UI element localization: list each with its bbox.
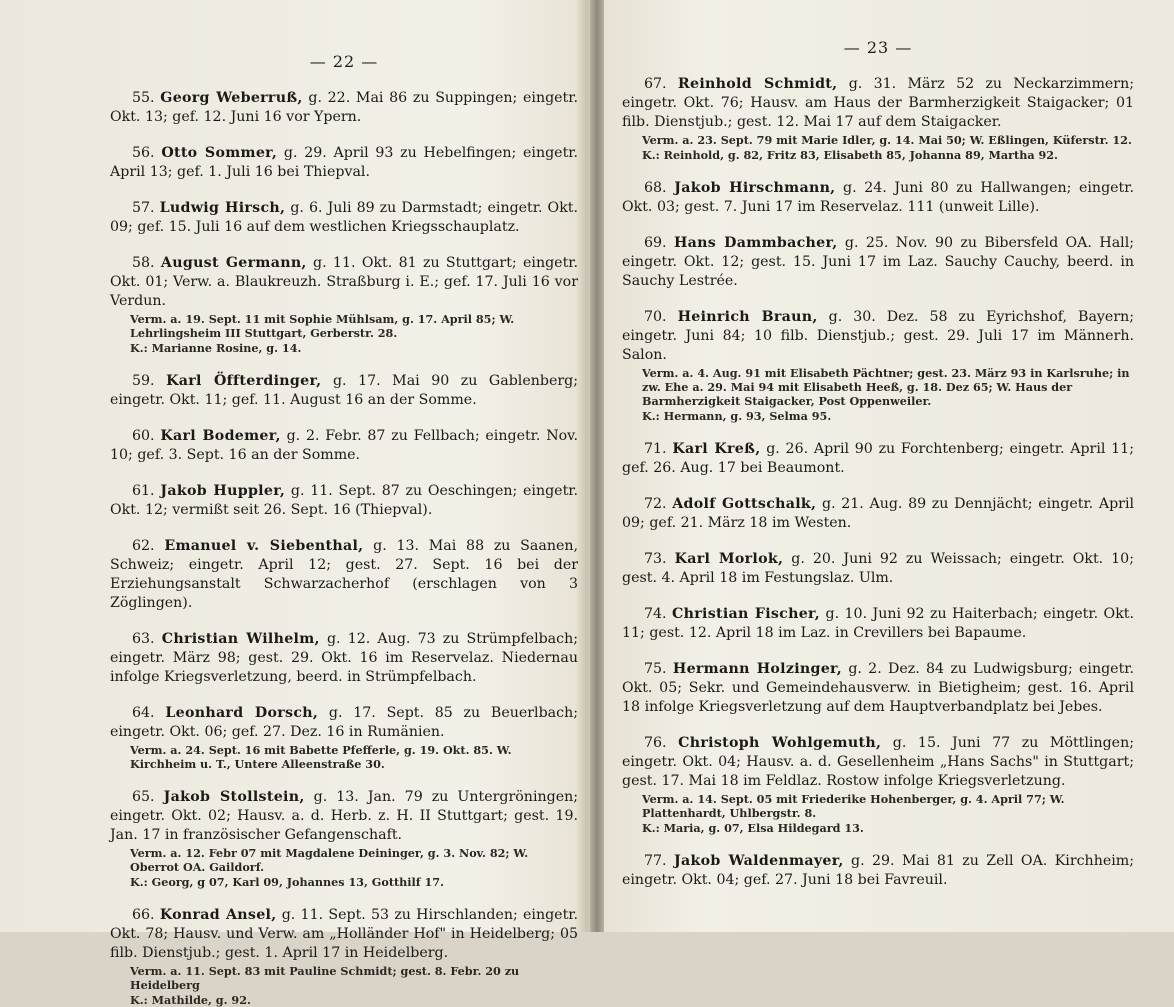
entry-text (110, 482, 578, 520)
entry-detail: Verm. a. 11. Sept. 83 mit Pauline Schmidt; gest. 8. Febr. 20 zu Heidelberg (130, 964, 520, 992)
entry-number: 68. (644, 180, 667, 196)
entry-text (110, 630, 578, 687)
entry-name: Jakob Stollstein, (163, 789, 305, 805)
entry-number: 75. (644, 661, 667, 677)
list-item (622, 495, 1134, 533)
entry-text (110, 144, 578, 182)
entry-name: Jakob Hirschmann, (674, 180, 836, 196)
entry-detail: K.: Mathilde, g. 92. (130, 993, 251, 1007)
entry-name: Leonhard Dorsch, (165, 705, 319, 721)
entry-text (110, 788, 578, 845)
entry-number: 60. (132, 428, 155, 444)
entry-number: 73. (644, 551, 667, 567)
entry-text (622, 495, 1134, 533)
entry-name: Jakob Huppler, (160, 483, 286, 499)
entry-text (622, 308, 1134, 365)
entry-name: Emanuel v. Siebenthal, (164, 538, 364, 554)
entry-name: Reinhold Schmidt, (677, 76, 838, 92)
entry-body: g. 15. Juni 77 zu Möttlingen; eingetr. Okt. 04; Hausv. a. d. Gesellenheim „Hans Sachs" in Stuttgart; gest. 17. Mai 18 im Feldlaz. Rostow infolge Kriegsverletzung. (622, 735, 1134, 789)
list-item (622, 852, 1134, 890)
entry-name: Karl Bodemer, (160, 428, 281, 444)
entry-text (110, 372, 578, 410)
list-item (110, 482, 578, 520)
entry-detail: K.: Reinhold, g. 82, Fritz 83, Elisabeth 85, Johanna 89, Martha 92. (642, 148, 1058, 162)
entry-list (110, 89, 578, 1007)
list-item (110, 906, 578, 1007)
list-item (110, 788, 578, 889)
entry-text (110, 704, 578, 742)
entry-name: Karl Öffterdinger, (166, 373, 322, 389)
entry-body: g. 12. Aug. 73 zu Strümpfelbach; eingetr. März 98; gest. 29. Okt. 16 im Reservelaz. Niedernau infolge Kriegsverletzung, beerd. in Strümpfelbach. (110, 631, 579, 685)
entry-number: 56. (132, 145, 155, 161)
list-item (622, 440, 1134, 478)
entry-name: Jakob Waldenmayer, (673, 853, 844, 869)
entry-body: g. 25. Nov. 90 zu Bibersfeld OA. Hall; eingetr. Okt. 12; gest. 15. Juni 17 im Laz. Sauchy Cauchy, beerd. in Sauchy Lestrée. (622, 235, 1135, 289)
list-item (110, 372, 578, 410)
entry-body: g. 13. Mai 88 zu Saanen, Schweiz; eingetr. April 12; gest. 27. Sept. 16 bei der Erziehungsanstalt Schwarzacherhof (erschlagen von 3 Zöglingen). (110, 538, 579, 611)
list-item (110, 254, 578, 355)
entry-name: Karl Kreß, (672, 441, 761, 457)
entry-number: 77. (644, 853, 667, 869)
list-item (622, 734, 1134, 835)
entry-number: 65. (132, 789, 155, 805)
list-item (110, 704, 578, 771)
entry-body: g. 10. Juni 92 zu Haiterbach; eingetr. Okt. 11; gest. 12. April 18 im Laz. in Crevillers bei Bapaume. (622, 606, 1134, 641)
entry-name: Christian Fischer, (672, 606, 821, 622)
list-item (110, 630, 578, 687)
entry-number: 63. (132, 631, 155, 647)
entry-body: g. 6. Juli 89 zu Darmstadt; eingetr. Okt. 09; gef. 15. Juli 16 auf dem westlichen Kriegsschauplatz. (110, 200, 578, 235)
entry-text (622, 605, 1134, 643)
right-page (602, 0, 1174, 932)
entry-name: Hans Dammbacher, (673, 235, 838, 251)
entry-body: g. 30. Dez. 58 zu Eyrichshof, Bayern; eingetr. Juni 84; 10 filb. Dienstjub.; gest. 29. Juli 17 im Männerh. Salon. (622, 309, 1135, 363)
entry-number: 74. (644, 606, 667, 622)
list-item (110, 89, 578, 127)
entry-text (622, 550, 1134, 588)
entry-body: g. 29. April 93 zu Hebelfingen; eingetr. April 13; gef. 1. Juli 16 bei Thiepval. (110, 145, 579, 180)
entry-body: g. 11. Okt. 81 zu Stuttgart; eingetr. Okt. 01; Verw. a. Blaukreuzh. Straßburg i. E.; gef. 17. Juli 16 vor Verdun. (110, 255, 578, 309)
page-number: — 22 — (309, 52, 379, 71)
entry-name: Adolf Gottschalk, (672, 496, 817, 512)
entry-detail: Verm. a. 23. Sept. 79 mit Marie Idler, g. 14. Mai 50; W. Eßlingen, Küferstr. 12. (642, 133, 1132, 147)
entry-name: August Germann, (160, 255, 307, 271)
list-item (622, 660, 1134, 717)
entry-name: Heinrich Braun, (677, 309, 818, 325)
entry-text (110, 199, 578, 237)
entry-name: Hermann Holzinger, (672, 661, 843, 677)
entry-body: g. 11. Sept. 53 zu Hirschlanden; eingetr. Okt. 78; Hausv. und Verw. am „Holländer Hof" in Heidelberg; 05 filb. Dienstjub.; gest. 1. April 17 in Heidelberg. (110, 907, 578, 961)
entry-number: 71. (644, 441, 667, 457)
entry-number: 55. (132, 90, 155, 106)
entry-text (110, 537, 578, 613)
entry-text (622, 660, 1134, 717)
page-number: — 23 — (843, 38, 913, 57)
entry-detail: K.: Georg, g 07, Karl 09, Johannes 13, Gotthilf 17. (130, 875, 444, 889)
entry-detail: Verm. a. 24. Sept. 16 mit Babette Pfefferle, g. 19. Okt. 85. W. Kirchheim u. T., Untere Alleenstraße 30. (130, 743, 512, 771)
entry-body: g. 26. April 90 zu Forchtenberg; eingetr. April 11; gef. 26. Aug. 17 bei Beaumont. (622, 441, 1134, 476)
entry-body: g. 24. Juni 80 zu Hallwangen; eingetr. Okt. 03; gest. 7. Juni 17 im Reservelaz. 111 (unweit Lille). (622, 180, 1134, 215)
entry-name: Christian Wilhelm, (161, 631, 320, 647)
entry-detail: K.: Marianne Rosine, g. 14. (130, 341, 302, 355)
entry-detail: K.: Maria, g. 07, Elsa Hildegard 13. (642, 821, 864, 835)
entry-number: 58. (132, 255, 155, 271)
entry-name: Konrad Ansel, (159, 907, 277, 923)
entry-body: g. 17. Sept. 85 zu Beuerlbach; eingetr. Okt. 06; gef. 27. Dez. 16 in Rumänien. (110, 705, 579, 740)
entry-number: 70. (644, 309, 667, 325)
entry-body: g. 17. Mai 90 zu Gablenberg; eingetr. Okt. 11; gef. 11. August 16 an der Somme. (110, 373, 578, 408)
entry-text (110, 427, 578, 465)
entry-text (110, 89, 578, 127)
entry-number: 59. (132, 373, 155, 389)
entry-name: Ludwig Hirsch, (159, 200, 286, 216)
entry-detail: Verm. a. 12. Febr 07 mit Magdalene Deininger, g. 3. Nov. 82; W. Oberrot OA. Gaildorf. (130, 846, 529, 874)
list-item (622, 75, 1134, 162)
entry-body: g. 22. Mai 86 zu Suppingen; eingetr. Okt. 13; gef. 12. Juni 16 vor Ypern. (110, 90, 578, 125)
entry-number: 66. (132, 907, 155, 923)
list-item (110, 427, 578, 465)
entry-text (622, 440, 1134, 478)
entry-body: g. 2. Febr. 87 zu Fellbach; eingetr. Nov. 10; gef. 3. Sept. 16 an der Somme. (110, 428, 578, 463)
list-item (110, 537, 578, 613)
entry-body: g. 2. Dez. 84 zu Ludwigsburg; eingetr. Okt. 05; Sekr. und Gemeindehausverw. in Bietigheim; gest. 16. April 18 infolge Kriegsverletzung auf dem Hauptverbandplatz bei Jebes. (622, 661, 1135, 715)
entry-body: g. 31. März 52 zu Neckarzimmern; eingetr. Okt. 76; Hausv. am Haus der Barmherzigkeit Staigacker; 01 filb. Dienstjub.; gest. 12. Mai 17 auf dem Staigacker. (622, 76, 1134, 130)
entry-number: 67. (644, 76, 667, 92)
entry-text (110, 906, 578, 963)
entry-text (622, 179, 1134, 217)
entry-detail: Verm. a. 4. Aug. 91 mit Elisabeth Pächtner; gest. 23. März 93 in Karlsruhe; in zw. Ehe a. 29. Mai 94 mit Elisabeth Heeß, g. 18. Dez 65; W. Haus der Barmherzigkeit Staigacker, Post Oppenweiler. (642, 366, 1130, 408)
entry-number: 64. (132, 705, 155, 721)
entry-text (110, 254, 578, 311)
entry-text (622, 75, 1134, 132)
entry-detail: Verm. a. 19. Sept. 11 mit Sophie Mühlsam, g. 17. April 85; W. Lehrlingsheim III Stuttgart, Gerberstr. 28. (130, 312, 515, 340)
entry-detail: K.: Hermann, g. 93, Selma 95. (642, 409, 832, 423)
list-item (110, 144, 578, 182)
list-item (622, 234, 1134, 291)
entry-name: Christoph Wohlgemuth, (678, 735, 882, 751)
entry-number: 72. (644, 496, 667, 512)
entry-number: 61. (132, 483, 155, 499)
entry-text (622, 734, 1134, 791)
entry-body: g. 29. Mai 81 zu Zell OA. Kirchheim; eingetr. Okt. 04; gef. 27. Juni 18 bei Favreuil. (622, 853, 1134, 888)
entry-body: g. 20. Juni 92 zu Weissach; eingetr. Okt. 10; gest. 4. April 18 im Festungslaz. Ulm. (622, 551, 1134, 586)
list-item (622, 605, 1134, 643)
list-item (622, 179, 1134, 217)
entry-text (622, 234, 1134, 291)
entry-number: 62. (132, 538, 155, 554)
list-item (110, 199, 578, 237)
list-item (622, 308, 1134, 423)
entry-list (622, 75, 1134, 890)
entry-body: g. 13. Jan. 79 zu Untergröningen; eingetr. Okt. 02; Hausv. a. d. Herb. z. H. II Stuttgart; gest. 19. Jan. 17 in französischer Gefangenschaft. (110, 789, 579, 843)
entry-number: 57. (132, 200, 155, 216)
entry-body: g. 11. Sept. 87 zu Oeschingen; eingetr. Okt. 12; vermißt seit 26. Sept. 16 (Thiepval). (110, 483, 579, 518)
entry-number: 76. (644, 735, 667, 751)
list-item (622, 550, 1134, 588)
entry-name: Georg Weberruß, (160, 90, 303, 106)
entry-name: Karl Morlok, (674, 551, 784, 567)
entry-number: 69. (644, 235, 667, 251)
entry-body: g. 21. Aug. 89 zu Dennjächt; eingetr. April 09; gef. 21. März 18 im Westen. (622, 496, 1135, 531)
entry-text (622, 852, 1134, 890)
entry-detail: Verm. a. 14. Sept. 05 mit Friederike Hohenberger, g. 4. April 77; W. Plattenhardt, Uhlbergstr. 8. (642, 792, 1065, 820)
entry-name: Otto Sommer, (161, 145, 278, 161)
